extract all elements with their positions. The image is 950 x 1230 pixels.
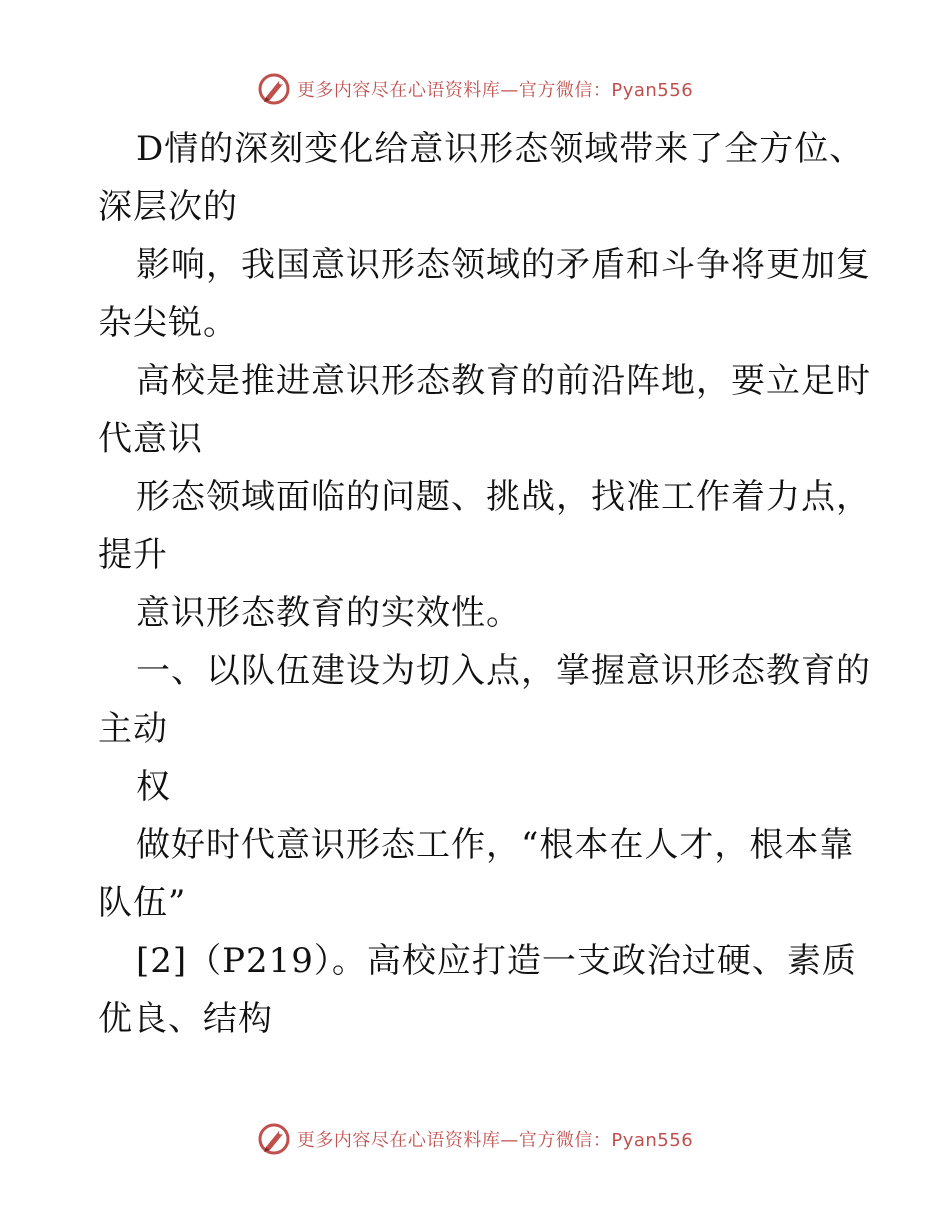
- footer-watermark: [0, 1122, 950, 1156]
- document-body: [98, 120, 871, 1048]
- text-line: 代意识: [98, 419, 203, 459]
- text-line: D情的深刻变化给意识形态领域带来了全方位、: [136, 129, 865, 169]
- text-line: 意识形态教育的实效性。: [136, 593, 521, 633]
- text-line: 影响，我国意识形态领域的矛盾和斗争将更加复: [136, 245, 871, 285]
- text-line: [2]（P219）。高校应打造一支政治过硬、素质: [136, 941, 857, 981]
- text-line: 队伍”: [98, 883, 187, 923]
- text-line: 提升: [98, 535, 168, 575]
- text-line: 优良、结构: [98, 999, 273, 1039]
- text-line: 一、以队伍建设为切入点，掌握意识形态教育的: [136, 651, 871, 691]
- text-line: 杂尖锐。: [98, 303, 238, 343]
- text-line: 权: [136, 767, 171, 807]
- text-line: 形态领域面临的问题、挑战，找准工作着力点，: [136, 477, 871, 517]
- header-watermark: [0, 72, 950, 106]
- text-line: 做好时代意识形态工作，“根本在人才，根本靠: [136, 825, 855, 865]
- text-line: 深层次的: [98, 187, 238, 227]
- pen-logo-icon: [257, 1122, 291, 1156]
- header-watermark-text: 更多内容尽在心语资料库—官方微信：Pyan556: [296, 80, 694, 101]
- text-line: 高校是推进意识形态教育的前沿阵地，要立足时: [136, 361, 871, 401]
- footer-watermark-text: 更多内容尽在心语资料库—官方微信：Pyan556: [296, 1130, 694, 1151]
- text-line: 主动: [98, 709, 168, 749]
- pen-logo-icon: [257, 72, 291, 106]
